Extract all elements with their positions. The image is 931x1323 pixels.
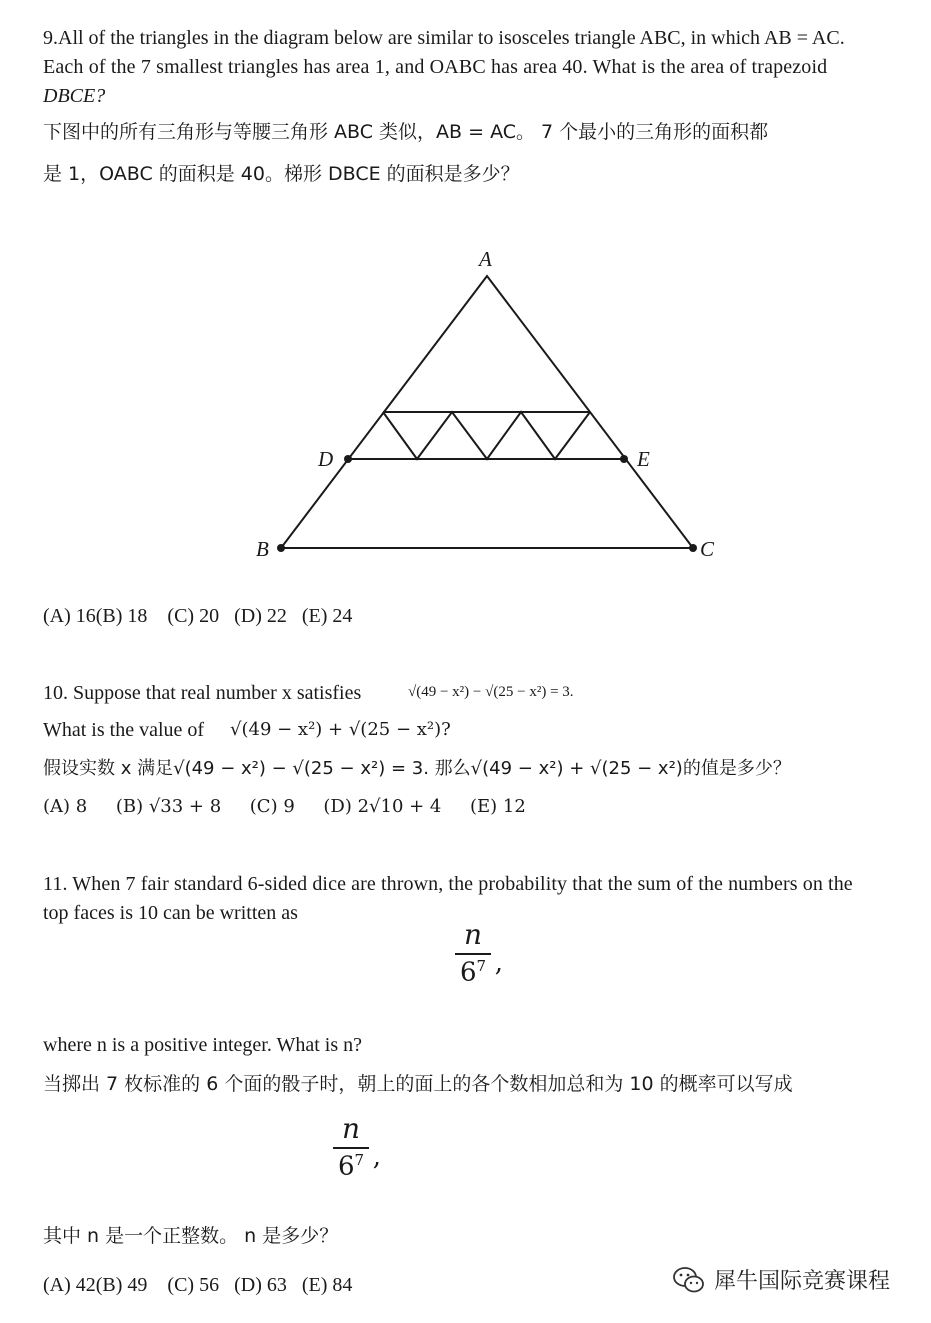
fraction-bar xyxy=(455,953,491,955)
point-e xyxy=(620,455,628,463)
label-d: D xyxy=(318,447,334,471)
fraction-denominator: $6^7$ xyxy=(337,1151,365,1182)
q11-choices: (A) 42(B) 49 (C) 56 (D) 63 (E) 84 xyxy=(43,1274,353,1296)
q10-equation-1: √(49 − x²) − √(25 − x²) = 3. xyxy=(408,684,574,700)
label-e: E xyxy=(637,447,650,471)
label-a: A xyxy=(479,247,492,271)
watermark xyxy=(672,1264,890,1295)
point-d xyxy=(344,455,352,463)
q9-line-3: DBCE? xyxy=(43,85,106,107)
label-b: B xyxy=(256,537,269,561)
fraction-numerator: n xyxy=(341,1112,361,1145)
q11-line-1: 11. When 7 fair standard 6-sided dice are thrown, the probability that the sum of the numbers on the xyxy=(43,873,853,895)
q11-cn-line-2: 其中 n 是一个正整数。 n 是多少？ xyxy=(43,1225,339,1247)
q10-cn-line: 假设实数 x 满足√(49 − x²) − √(25 − x²) = 3. 那么√(49 − x²) + √(25 − x²)的值是多少？ xyxy=(43,758,791,779)
q9-cn-line-2: 是 1，OABC 的面积是 40。梯形 DBCE 的面积是多少？ xyxy=(43,163,520,185)
fraction-numerator: n xyxy=(463,918,483,951)
q11-line-2: top faces is 10 can be written as xyxy=(43,902,298,924)
q9-choices: (A) 16(B) 18 (C) 20 (D) 22 (E) 24 xyxy=(43,605,353,627)
point-b xyxy=(277,544,285,552)
triangle-diagram xyxy=(240,240,740,580)
q9-cn-line-1: 下图中的所有三角形与等腰三角形 ABC 类似，AB = AC。 7 个最小的三角形的面积都 xyxy=(43,121,769,143)
zigzag-small-triangles xyxy=(383,412,590,459)
q9-line-2: Each of the 7 smallest triangles has area 1, and OABC has area 40. What is the area of trapezoid xyxy=(43,56,828,78)
point-c xyxy=(689,544,697,552)
q10-line-2: What is the value of xyxy=(43,719,205,741)
q11-cn-line-1: 当掷出 7 枚标准的 6 个面的骰子时，朝上的面上的各个数相加总和为 10 的概率可以写成 xyxy=(43,1073,793,1095)
q10-line-1: 10. Suppose that real number x satisfies xyxy=(43,682,362,704)
probability-fraction-1: n $6^7$ , xyxy=(455,918,491,988)
fraction-denominator: $6^7$ xyxy=(459,957,487,988)
q10-equation-2: √(49 − x²) + √(25 − x²)? xyxy=(230,719,451,740)
label-c: C xyxy=(700,537,715,561)
wechat-icon xyxy=(672,1265,706,1295)
q11-line-3: where n is a positive integer. What is n? xyxy=(43,1034,362,1056)
q10-choices: (A) 8 (B) √33 + 8 (C) 9 (D) 2√10 + 4 (E) 12 xyxy=(43,796,526,817)
q9-line-1: 9.All of the triangles in the diagram below are similar to isosceles triangle ABC, in which AB = AC. xyxy=(43,27,845,49)
watermark-text: 犀牛国际竞赛课程 xyxy=(714,1269,891,1294)
probability-fraction-2: n $6^7$ , xyxy=(333,1112,369,1182)
fraction-bar xyxy=(333,1147,369,1149)
